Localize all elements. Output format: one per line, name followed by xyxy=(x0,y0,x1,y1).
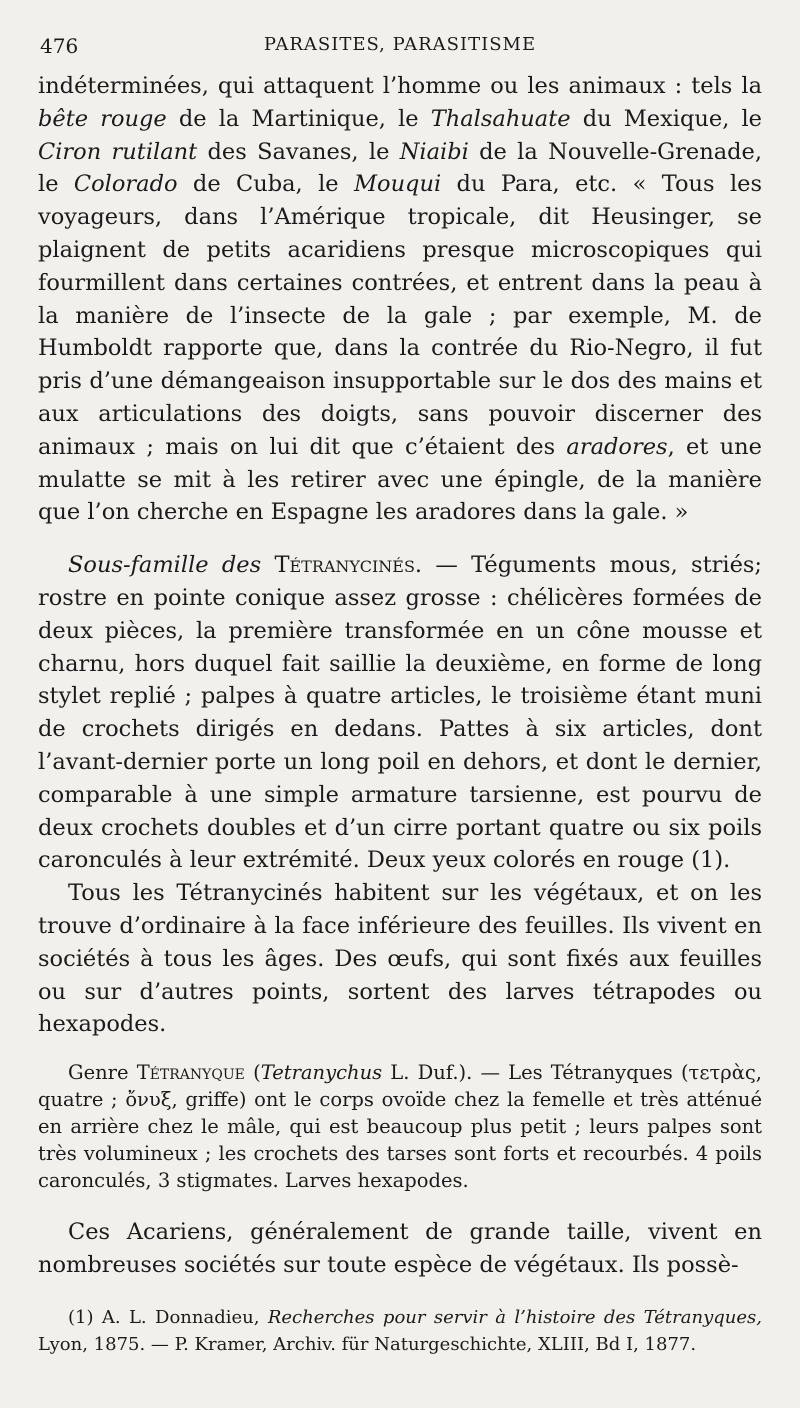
page-number: 476 xyxy=(40,34,79,58)
footnote: (1) A. L. Donnadieu, Recherches pour servir à l’histoire des Tétranyques, Lyon, 1875. — P. Kramer, Archiv. für Naturgeschichte, XLIII, Bd I, 1877. xyxy=(38,1306,762,1355)
paragraph-genre-tetranyque: Genre Tétranyque (Tetranychus L. Duf.). — Les Tétranyques (τετρὰς, quatre ; ὄνυξ, griffe) ont le corps ovoïde chez la femelle et très atténué en arrière chez le mâle, qui est beaucoup plus petit ; leurs palpes sont très volumineux ; les crochets des tarses sont forts et recourbés. 4 poils caronculés, 3 stigmates. Larves hexapodes. xyxy=(38,1061,762,1193)
paragraph-tetranycines: Sous-famille des Tétranycinés. — Téguments mous, striés; rostre en pointe conique assez grosse : chélicères formées de deux pièces, la première transformée en un cône mousse et charnu, hors duquel fait saillie la deuxième, en forme de long stylet replié ; palpes à quatre articles, le troisième étant muni de crochets dirigés en dedans. Pattes à six articles, dont l’avant-dernier porte un long poil en dehors, et dont le dernier, comparable à une simple armature tarsienne, est pourvu de deux crochets doubles et d’un cirre portant quatre ou six poils caronculés à leur extrémité. Deux yeux colorés en rouge (1). xyxy=(38,552,763,874)
page-header xyxy=(40,34,760,64)
paragraph-habitat: Tous les Tétranycinés habitent sur les végétaux, et on les trouve d’ordinaire à la face inférieure des feuilles. Ils vivent en sociétés à tous les âges. Des œufs, qui sont fixés aux feuilles ou sur d’autres points, sortent des larves tétrapodes ou hexapodes. xyxy=(38,880,762,1038)
running-title: PARASITES, PARASITISME xyxy=(263,34,537,55)
page-body xyxy=(38,70,762,1358)
paragraph-heusinger-quote: indéterminées, qui attaquent l’homme ou les animaux : tels la bête rouge de la Martinique, le Thalsahuate du Mexique, le Ciron rutilant des Savanes, le Niaibi de la Nouvelle-Grenade, le Colorado de Cuba, le Mouqui du Para, etc. « Tous les voyageurs, dans l’Amérique tropicale, dit Heusinger, se plaignent de petits acaridiens presque microscopiques qui fourmillent dans certaines contrées, et entrent dans la peau à la manière de l’insecte de la gale ; par exemple, M. de Humboldt rapporte que, dans la contrée du Rio-Negro, il fut pris d’une démangeaison insupportable sur le dos des mains et aux articulations des doigts, sans pouvoir discerner des animaux ; mais on lui dit que c’étaient des aradores, et une mulatte se mit à les retirer avec une épingle, de la manière que l’on cherche en Espagne les aradores dans la gale. » xyxy=(38,73,763,526)
paragraph-acariens: Ces Acariens, généralement de grande taille, vivent en nombreuses sociétés sur toute espèce de végétaux. Ils possè- xyxy=(38,1219,762,1278)
